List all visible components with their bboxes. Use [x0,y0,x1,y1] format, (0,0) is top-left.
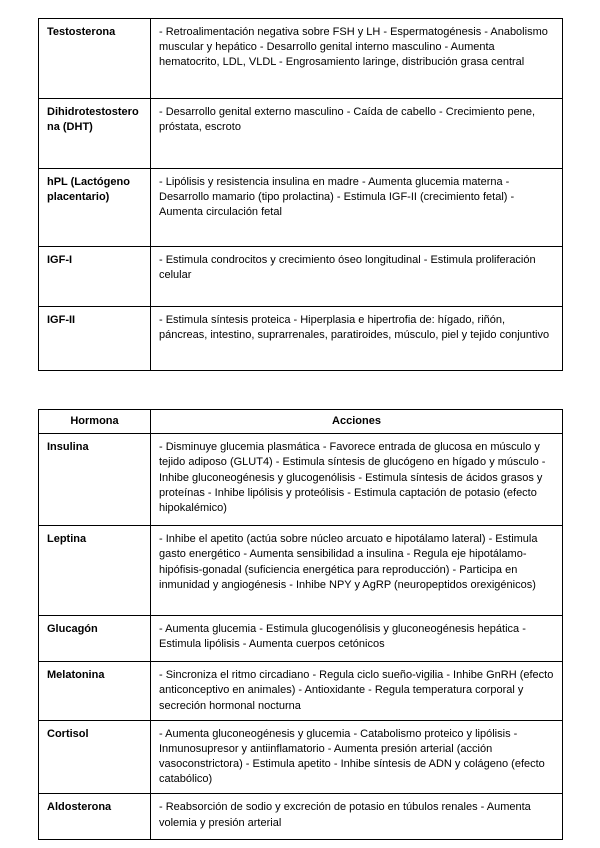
table-header-row [39,410,563,434]
hormone-name-cell: Leptina [39,526,151,616]
hormone-name-cell: IGF-I [39,247,151,307]
table-row [39,247,563,307]
table-row [39,662,563,721]
hormone-name-cell: Glucagón [39,616,151,662]
table-row [39,720,563,794]
hormone-name-cell: Melatonina [39,662,151,721]
table-row [39,169,563,247]
table-row [39,794,563,840]
hormone-name-cell: IGF-II [39,307,151,371]
table-row [39,434,563,526]
hormone-actions-cell: - Aumenta gluconeogénesis y glucemia - Catabolismo proteico y lipólisis - Inmunosupresor y antiinflamatorio - Aumenta presión arterial (acción vasoconstrictora) - Estimula apetito - Inhibe síntesis de ADN y colágeno (efecto catabólico) [151,720,563,794]
hormone-name-cell: Testosterona [39,19,151,99]
hormone-name-cell: Dihidrotestosterona (DHT) [39,99,151,169]
hormone-actions-cell: - Desarrollo genital externo masculino - Caída de cabello - Crecimiento pene, próstata, escroto [151,99,563,169]
table-row [39,526,563,616]
hormones-table [38,409,563,840]
hormone-name-cell: Aldosterona [39,794,151,840]
table-row [39,19,563,99]
hormone-actions-cell: - Estimula síntesis proteica - Hiperplasia e hipertrofia de: hígado, riñón, páncreas, intestino, suprarrenales, paratiroides, músculo, piel y tejido conjuntivo [151,307,563,371]
hormone-actions-cell: - Estimula condrocitos y crecimiento óseo longitudinal - Estimula proliferación celular [151,247,563,307]
hormone-actions-cell: - Aumenta glucemia - Estimula glucogenólisis y gluconeogénesis hepática - Estimula lipólisis - Aumenta cuerpos cetónicos [151,616,563,662]
table-row [39,307,563,371]
hormone-actions-cell: - Sincroniza el ritmo circadiano - Regula ciclo sueño-vigilia - Inhibe GnRH (efecto anticonceptivo en animales) - Antioxidante - Regula temperatura corporal y secreción hormonal nocturna [151,662,563,721]
hormone-actions-cell: - Lipólisis y resistencia insulina en madre - Aumenta glucemia materna - Desarrollo mamario (tipo prolactina) - Estimula IGF-II (crecimiento fetal) - Aumenta circulación fetal [151,169,563,247]
hormone-actions-cell: - Inhibe el apetito (actúa sobre núcleo arcuato e hipotálamo lateral) - Estimula gasto energético - Aumenta sensibilidad a insulina - Regula eje hipotálamo-hipófisis-gonadal (suficiencia energética para reproducción) - Participa en inmunidad y angiogénesis - Inhibe NPY y AgRP (neuropeptidos orexigénicos) [151,526,563,616]
actions-column-header: Acciones [151,410,563,434]
hormones-table-continued [38,18,563,371]
hormone-name-cell: Cortisol [39,720,151,794]
table-row [39,99,563,169]
hormone-name-cell: hPL (Lactógeno placentario) [39,169,151,247]
table-row [39,616,563,662]
hormone-name-cell: Insulina [39,434,151,526]
hormone-actions-cell: - Retroalimentación negativa sobre FSH y LH - Espermatogénesis - Anabolismo muscular y hepático - Desarrollo genital interno masculino - Aumenta hematocrito, LDL, VLDL - Engrosamiento laringe, distribución grasa central [151,19,563,99]
hormone-actions-cell: - Disminuye glucemia plasmática - Favorece entrada de glucosa en músculo y tejido adiposo (GLUT4) - Estimula síntesis de glucógeno en hígado y músculo - Inhibe gluconeogénesis y glucogenólisis - Estimula síntesis de ácidos grasos y proteínas - Inhibe lipólisis y proteólisis - Estimula captación de potasio (efecto hipokalémico) [151,434,563,526]
hormone-column-header: Hormona [39,410,151,434]
hormone-actions-cell: - Reabsorción de sodio y excreción de potasio en túbulos renales - Aumenta volemia y presión arterial [151,794,563,840]
